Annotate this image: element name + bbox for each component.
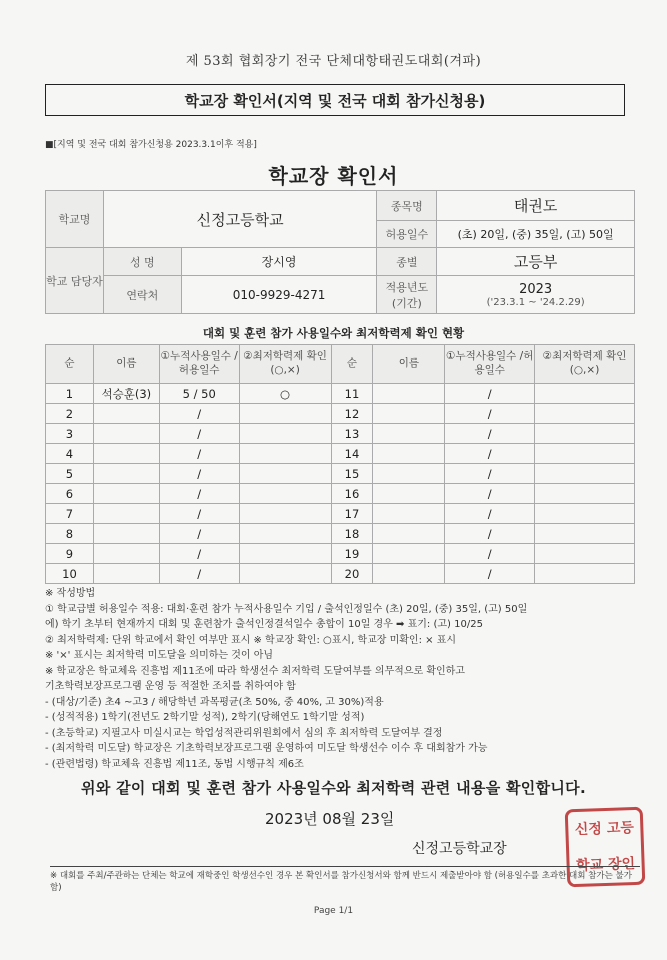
cell-check2	[535, 504, 635, 524]
cell-name2	[373, 544, 445, 564]
cell-no2: 16	[331, 484, 373, 504]
date: 2023년 08월 23일	[265, 810, 395, 828]
table-row	[46, 544, 635, 564]
allowed-days-label: 허용일수	[377, 221, 437, 248]
cell-days: /	[159, 564, 239, 584]
table-row	[46, 484, 635, 504]
cell-no: 7	[46, 504, 94, 524]
cell-name: 석승훈(3)	[93, 384, 159, 404]
athlete-table	[45, 344, 635, 584]
cell-check	[239, 424, 331, 444]
cell-name2	[373, 464, 445, 484]
table-row	[46, 384, 635, 404]
year-cell	[437, 276, 635, 314]
header-no-2: 순	[331, 345, 373, 384]
cell-no2: 17	[331, 504, 373, 524]
note-line: 에) 학기 초부터 현재까지 대회 및 훈련참가 출석인정결석일수 총합이 10일 경우 ➡ 표기: (고) 10/25	[45, 619, 483, 630]
cell-name	[93, 424, 159, 444]
table-row	[46, 524, 635, 544]
cell-no: 2	[46, 404, 94, 424]
note-line: ※ 학교장은 학교체육 진흥법 제11조에 따라 학생선수 최저학력 도달여부를 의무적으로 확인하고	[45, 665, 465, 677]
year-label: 적용년도 (기간)	[377, 276, 437, 314]
cell-check	[239, 484, 331, 504]
school-label: 학교명	[46, 191, 104, 248]
cell-no2: 20	[331, 564, 373, 584]
note-line: - (대상/기준) 초4 ~고3 / 해당학년 과목평균(초 50%, 중 40%, 고 30%)적용	[45, 696, 384, 708]
cell-no2: 18	[331, 524, 373, 544]
cell-check	[239, 464, 331, 484]
cell-check2	[535, 484, 635, 504]
note-line: - (관련법령) 학교체육 진흥법 제11조, 동법 시행규칙 제6조	[45, 758, 304, 770]
cell-name	[93, 544, 159, 564]
cell-no2: 14	[331, 444, 373, 464]
cell-days: /	[159, 544, 239, 564]
applies-note: ■[지역 및 전국 대회 참가신청용 2023.3.1이후 적용]	[45, 140, 257, 150]
cell-name	[93, 524, 159, 544]
cell-check: ○	[239, 384, 331, 404]
header-name-2: 이름	[373, 345, 445, 384]
doc-title: 학교장 확인서	[268, 164, 399, 188]
header-days: ①누적사용일수 /허용일수	[159, 345, 239, 384]
cell-days: /	[159, 524, 239, 544]
cell-no: 4	[46, 444, 94, 464]
table-row	[46, 504, 635, 524]
cell-name	[93, 484, 159, 504]
cell-no2: 13	[331, 424, 373, 444]
header-academic: ②최저학력제 확인(○,×)	[239, 345, 331, 384]
cell-check	[239, 524, 331, 544]
cell-name2	[373, 564, 445, 584]
cell-no: 10	[46, 564, 94, 584]
cell-no2: 19	[331, 544, 373, 564]
table-row	[46, 564, 635, 584]
cell-days2: /	[445, 484, 535, 504]
year-value: 2023	[519, 281, 553, 297]
cell-name	[93, 504, 159, 524]
cell-no: 3	[46, 424, 94, 444]
cell-name2	[373, 444, 445, 464]
cell-no: 9	[46, 544, 94, 564]
cell-days: /	[159, 444, 239, 464]
cell-no: 6	[46, 484, 94, 504]
cell-name2	[373, 424, 445, 444]
cell-check2	[535, 464, 635, 484]
school-name: 신정고등학교	[103, 191, 377, 248]
period-value: ('23.3.1 ~ '24.2.29)	[486, 296, 585, 308]
table-row	[46, 424, 635, 444]
cell-check	[239, 444, 331, 464]
table-row	[46, 464, 635, 484]
cell-days: /	[159, 464, 239, 484]
header-name: 이름	[93, 345, 159, 384]
cell-check2	[535, 544, 635, 564]
page-number: Page 1/1	[313, 906, 354, 916]
manager-name: 장시영	[181, 248, 377, 276]
contact-value: 010-9929-4271	[181, 276, 377, 314]
sport-value: 태권도	[437, 191, 635, 221]
cell-days2: /	[445, 424, 535, 444]
header-academic-2: ②최저학력제 확인(○,×)	[535, 345, 635, 384]
header-no: 순	[46, 345, 94, 384]
cell-no: 8	[46, 524, 94, 544]
cell-check2	[535, 424, 635, 444]
footnote: ※ 대회를 주최/주관하는 단체는 학교에 재학중인 학생선수인 경우 본 확인서를 참가신청서와 함께 반드시 제출받아야 함 (허용일수를 초과한 대회 참가는 불가함)	[50, 866, 640, 894]
sport-label: 종목명	[377, 191, 437, 221]
cell-days: /	[159, 424, 239, 444]
cell-days2: /	[445, 564, 535, 584]
header-days-2: ①누적사용일수 /허용일수	[445, 345, 535, 384]
cell-name	[93, 564, 159, 584]
cell-name2	[373, 524, 445, 544]
principal-name: 신정고등학교장	[412, 841, 507, 857]
cell-days2: /	[445, 384, 535, 404]
cell-no: 1	[46, 384, 94, 404]
note-line: ※ '×' 표시는 최저학력 미도달을 의미하는 것이 아님	[45, 650, 274, 661]
note-line: 기초학력보장프로그램 운영 등 적절한 조치를 취하여야 함	[45, 681, 296, 692]
cell-check	[239, 504, 331, 524]
form-box-title: 학교장 확인서(지역 및 전국 대회 참가신청용)	[45, 84, 625, 116]
cell-days2: /	[445, 544, 535, 564]
section-title: 대회 및 훈련 참가 사용일수와 최저학력제 확인 현황	[202, 326, 465, 340]
name-label: 성 명	[103, 248, 181, 276]
cell-name	[93, 464, 159, 484]
notes	[45, 586, 635, 772]
cell-name2	[373, 504, 445, 524]
cell-name2	[373, 404, 445, 424]
cell-no2: 11	[331, 384, 373, 404]
seal-text: 신정	[574, 821, 603, 839]
seal-text: 학교	[575, 857, 604, 875]
note-line: - (최저학력 미도달) 학교장은 기초학력보장프로그램 운영하여 미도달 학생선수 이수 후 대회참가 가능	[45, 743, 488, 754]
cell-check	[239, 564, 331, 584]
cell-check	[239, 544, 331, 564]
cell-name	[93, 404, 159, 424]
note-line: - (성적적용) 1학기(전년도 2학기말 성적), 2학기(당해연도 1학기말 성적)	[45, 712, 365, 723]
cell-no2: 12	[331, 404, 373, 424]
cell-check2	[535, 564, 635, 584]
cell-days2: /	[445, 504, 535, 524]
cell-days2: /	[445, 404, 535, 424]
cell-check	[239, 404, 331, 424]
note-line: - (초등학교) 지필고사 미실시교는 학업성적관리위원회에서 심의 후 최저학력 도달여부 결정	[45, 727, 443, 739]
cell-days2: /	[445, 524, 535, 544]
cell-days2: /	[445, 464, 535, 484]
note-line: ※ 작성방법	[45, 588, 96, 599]
seal-text: 장인	[607, 855, 636, 873]
cell-days2: /	[445, 444, 535, 464]
event-title: 제 53회 협회장기 전국 단체대항태권도대회(겨파)	[185, 54, 482, 69]
division-value: 고등부	[437, 248, 635, 276]
contact-label: 연락처	[103, 276, 181, 314]
cell-no: 5	[46, 464, 94, 484]
cell-days: /	[159, 504, 239, 524]
cell-days: /	[159, 484, 239, 504]
cell-name2	[373, 384, 445, 404]
cell-name2	[373, 484, 445, 504]
cell-no2: 15	[331, 464, 373, 484]
confirm-statement: 위와 같이 대회 및 훈련 참가 사용일수와 최저학력 관련 내용을 확인합니다.	[81, 779, 586, 797]
note-line: ① 학교급별 허용일수 적용: 대회·훈련 참가 누적사용일수 기입 / 출석인정일수 (초) 20일, (중) 35일, (고) 50일	[45, 603, 528, 615]
info-table	[45, 190, 635, 314]
manager-label: 학교 담당자	[46, 248, 104, 314]
cell-check2	[535, 444, 635, 464]
cell-check2	[535, 524, 635, 544]
cell-name	[93, 444, 159, 464]
cell-check2	[535, 404, 635, 424]
cell-days: /	[159, 404, 239, 424]
seal-text: 고등	[606, 819, 635, 837]
cell-days: 5 / 50	[159, 384, 239, 404]
allowed-days-value: (초) 20일, (중) 35일, (고) 50일	[437, 221, 635, 248]
cell-check2	[535, 384, 635, 404]
table-row	[46, 404, 635, 424]
table-row	[46, 444, 635, 464]
note-line: ② 최저학력제: 단위 학교에서 확인 여부만 표시 ※ 학교장 확인: ○표시, 학교장 미확인: × 표시	[45, 634, 457, 646]
division-label: 종별	[377, 248, 437, 276]
